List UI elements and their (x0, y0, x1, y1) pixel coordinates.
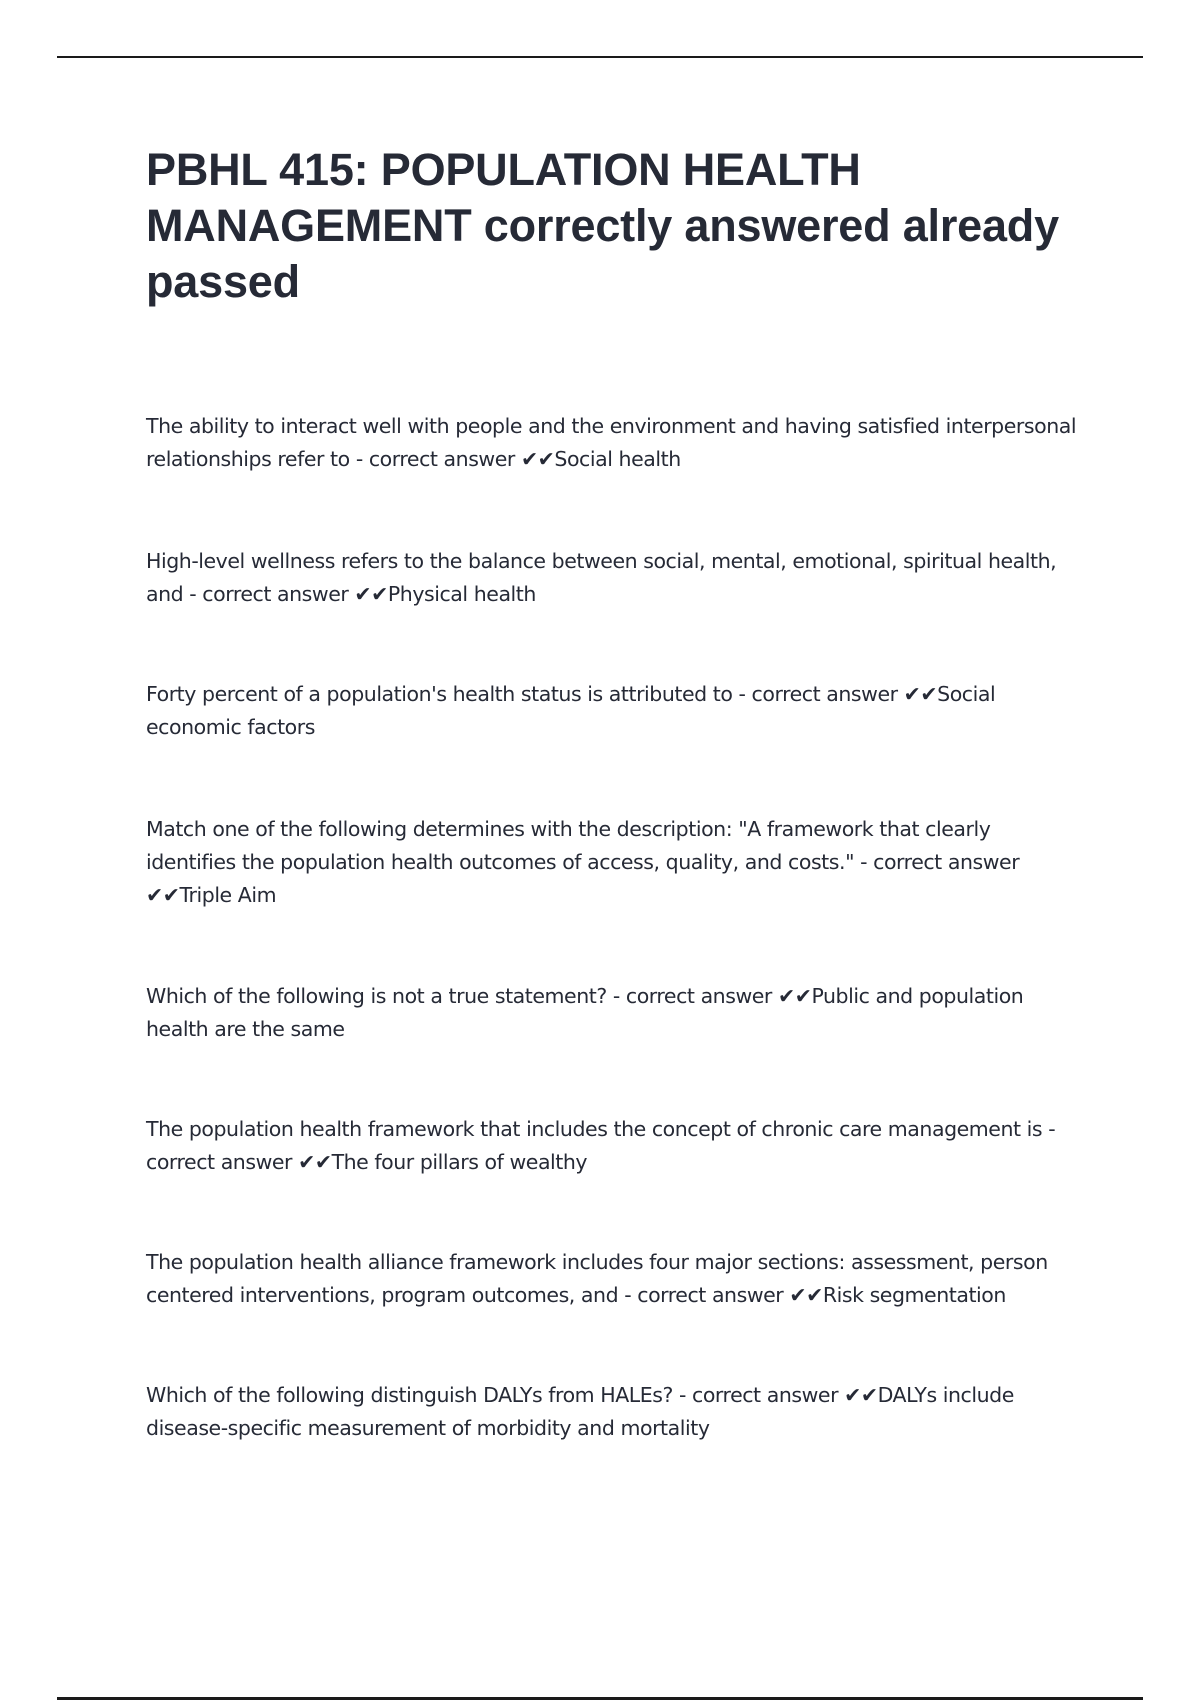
answer-text: Physical health (387, 582, 536, 606)
page-title: PBHL 415: POPULATION HEALTH MANAGEMENT correctly answered already passed (146, 144, 1059, 307)
question-text: Forty percent of a population's health status is attributed to (146, 682, 733, 706)
answer-text: Public and population health are the same (146, 984, 1024, 1041)
qa-item (146, 678, 1086, 744)
answer-marker: - correct answer ✔✔ (146, 850, 1020, 907)
question-text: The population health alliance framework includes four major sections: assessment, person centered interventions, program outcomes, and (146, 1250, 1048, 1307)
answer-text: Risk segmentation (822, 1283, 1006, 1307)
question-text: Match one of the following determines with the description: "A framework that clearly identifies the population health outcomes of access, quality, and costs." (146, 817, 991, 874)
answer-text: Triple Aim (179, 883, 277, 907)
qa-item (146, 410, 1086, 476)
answer-marker: - correct answer ✔✔ (624, 1283, 823, 1307)
answer-marker: - correct answer ✔✔ (738, 682, 938, 706)
top-rule (57, 56, 1143, 58)
qa-item (146, 1246, 1086, 1312)
answer-marker: - correct answer ✔✔ (146, 1117, 1056, 1174)
qa-item (146, 980, 1086, 1046)
question-text: Which of the following distinguish DALYs from HALEs? (146, 1383, 673, 1407)
qa-item (146, 813, 1086, 912)
answer-text: DALYs include disease-specific measurement of morbidity and mortality (146, 1383, 1014, 1440)
qa-item (146, 1113, 1086, 1179)
answer-marker: - correct answer ✔✔ (612, 984, 812, 1008)
question-text: Which of the following is not a true statement? (146, 984, 607, 1008)
answer-text: Social health (554, 447, 681, 471)
question-text: The ability to interact well with people and the environment and having satisfied interpersonal relationships refer to (146, 414, 1077, 471)
answer-marker: - correct answer ✔✔ (355, 447, 555, 471)
qa-item (146, 545, 1086, 611)
qa-item (146, 1379, 1086, 1445)
question-text: High-level wellness refers to the balance between social, mental, emotional, spiritual health, and (146, 549, 1057, 606)
answer-text: The four pillars of wealthy (331, 1150, 588, 1174)
answer-text: Social economic factors (146, 682, 996, 739)
question-text: The population health framework that includes the concept of chronic care management is (146, 1117, 1043, 1141)
answer-marker: - correct answer ✔✔ (679, 1383, 878, 1407)
answer-marker: - correct answer ✔✔ (189, 582, 388, 606)
